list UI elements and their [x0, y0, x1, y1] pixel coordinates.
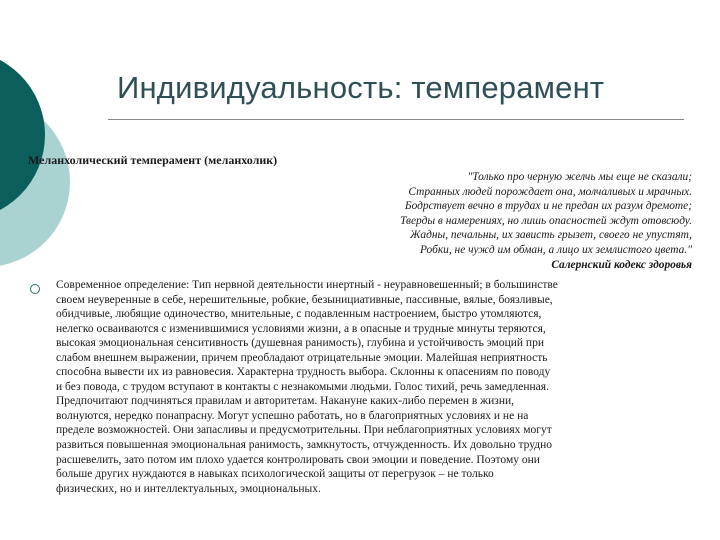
paragraph-line: пределе возможностей. Они запасливы и предусмотрительны. При неблагоприятных условиях могут — [56, 424, 552, 437]
paragraph-line: высокая эмоциональная сенситивность (душевная ранимость), глубина и устойчивость эмоций при — [56, 337, 544, 350]
paragraph-line: физических, но и интеллектуальных, эмоциональных. — [56, 482, 321, 495]
title-divider — [108, 119, 684, 120]
paragraph-line: способна вывести их из равновесия. Характерна трудность выбора. Склонны к опасениям по поводу — [56, 366, 551, 379]
paragraph-line: обидчивые, любящие одиночество, мнительные, с подавленным настроением, быстро утомляются, — [56, 308, 542, 321]
paragraph-line: Предпочитают подчиняться правилам и авторитетам. Накануне каких-либо перемен в жизни, — [56, 395, 515, 408]
quote-line: Робки, не чужд им обман, а лицо их землистого цвета." — [420, 243, 692, 256]
subheading: Меланхолический темперамент (меланхолик) — [28, 153, 278, 167]
quote-line: Жадны, печальны, их зависть грызет, своего не упустят, — [409, 229, 692, 242]
paragraph-line: своем неуверенные в себе, нерешительные, робкие, безынициативные, пассивные, вялые, боязливые, — [56, 293, 553, 306]
epigraph-quote — [300, 170, 692, 272]
paragraph-line: расшевелить, зато потом им плохо удается контролировать свои эмоции и поведение. Поэтому они — [56, 453, 540, 466]
bullet-circle-icon — [30, 284, 40, 294]
paragraph-line: развиться повышенная эмоциональная ранимость, замкнутость, отчужденность. Их довольно трудно — [56, 439, 553, 452]
quote-line: "Только про черную желчь мы еще не сказали; — [467, 171, 692, 183]
quote-line: Бодрствует вечно в трудах и не предан их разум дремоте; — [404, 200, 692, 213]
paragraph-line: и без повода, с трудом вступают в контакты с незнакомыми людьми. Голос тихий, речь замедленная. — [56, 380, 549, 393]
definition-paragraph — [56, 278, 692, 496]
paragraph-line: больше других нуждаются в навыках психологической защиты от перегрузок – не только — [56, 468, 494, 481]
paragraph-line: слабом внешнем выражении, причем преобладают отрицательные эмоции. Малейшая неприятность — [56, 351, 548, 364]
quote-source: Салернский кодекс здоровья — [551, 258, 692, 271]
paragraph-line: волнуются, нередко понапрасну. Могут успешно работать, но в благоприятных условиях и не на — [56, 409, 529, 422]
quote-line: Тверды в намерениях, но лишь опасностей ждут отовсюду. — [400, 214, 692, 227]
slide-title: Индивидуальность: темперамент — [117, 70, 605, 105]
quote-line: Странных людей порождает она, молчаливых и мрачных. — [408, 185, 692, 198]
paragraph-line: нелегко осваиваются с изменившимися условиями жизни, а в опасные и трудные минуты теряются, — [56, 322, 546, 335]
paragraph-line: Современное определение: Тип нервной деятельности инертный - неуравновешенный; в большинстве — [56, 279, 558, 291]
